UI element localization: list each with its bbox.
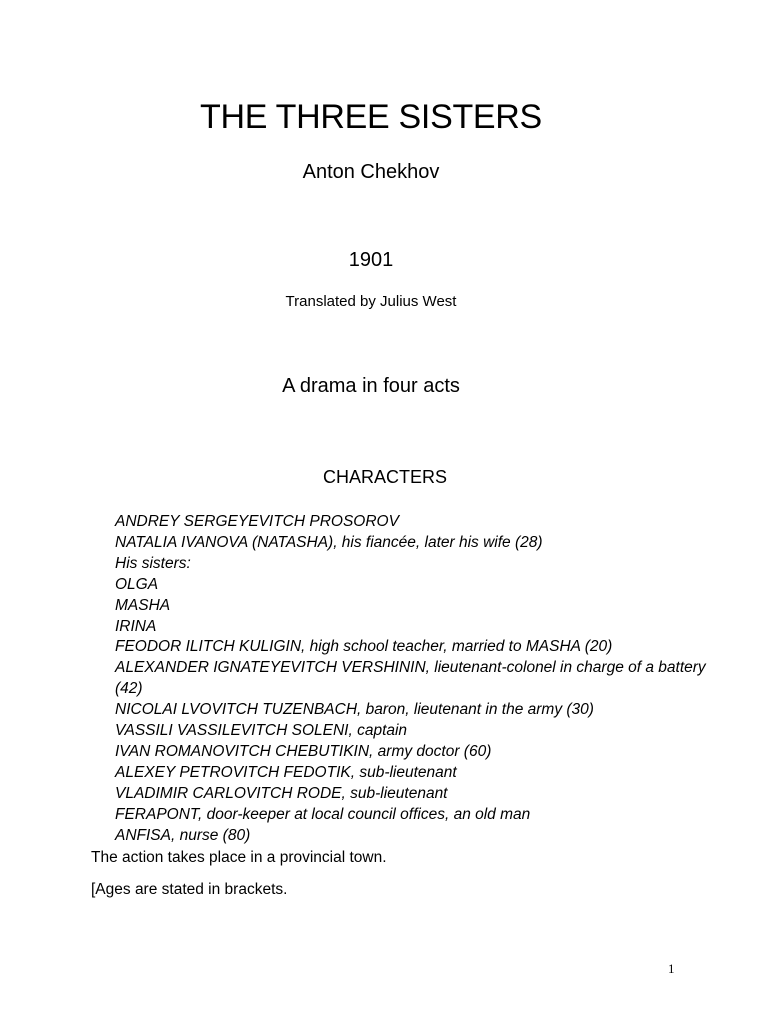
character-entry: VASSILI VASSILEVITCH SOLENI, captain — [115, 722, 408, 740]
character-entry: FERAPONT, door-keeper at local council offices, an old man — [115, 805, 531, 823]
character-entry: IRINA — [115, 617, 157, 635]
character-entry: NATALIA IVANOVA (NATASHA), his fiancée, later his wife (28) — [115, 533, 543, 551]
translator-credit: Translated by Julius West — [285, 293, 457, 310]
setting-note: The action takes place in a provincial town. — [91, 849, 387, 866]
character-entry: FEODOR ILITCH KULIGIN, high school teacher, married to MASHA (20) — [115, 638, 613, 656]
character-entry: NICOLAI LVOVITCH TUZENBACH, baron, lieutenant in the army (30) — [115, 701, 594, 719]
ages-note: [Ages are stated in brackets. — [91, 881, 288, 898]
character-entry: ANDREY SERGEYEVITCH PROSOROV — [115, 513, 399, 530]
publication-year: 1901 — [348, 249, 394, 271]
character-entry: ALEXANDER IGNATEYEVITCH VERSHININ, lieutenant-colonel in charge of a battery (42) — [115, 659, 706, 698]
character-entry: MASHA — [115, 596, 171, 614]
character-entry: ALEXEY PETROVITCH FEDOTIK, sub-lieutenant — [115, 763, 457, 781]
character-entry: His sisters: — [115, 554, 191, 572]
character-entry: OLGA — [115, 575, 159, 593]
character-list — [115, 512, 715, 847]
author-name: Anton Chekhov — [302, 161, 440, 183]
characters-heading: CHARACTERS — [322, 467, 447, 487]
character-entry: ANFISA, nurse (80) — [115, 826, 251, 844]
document-subtitle: A drama in four acts — [282, 375, 460, 397]
document-title: THE THREE SISTERS — [200, 98, 542, 136]
character-entry: VLADIMIR CARLOVITCH RODE, sub-lieutenant — [115, 784, 448, 802]
page-number: 1 — [668, 961, 675, 976]
character-entry: IVAN ROMANOVITCH CHEBUTIKIN, army doctor (60) — [115, 742, 492, 760]
